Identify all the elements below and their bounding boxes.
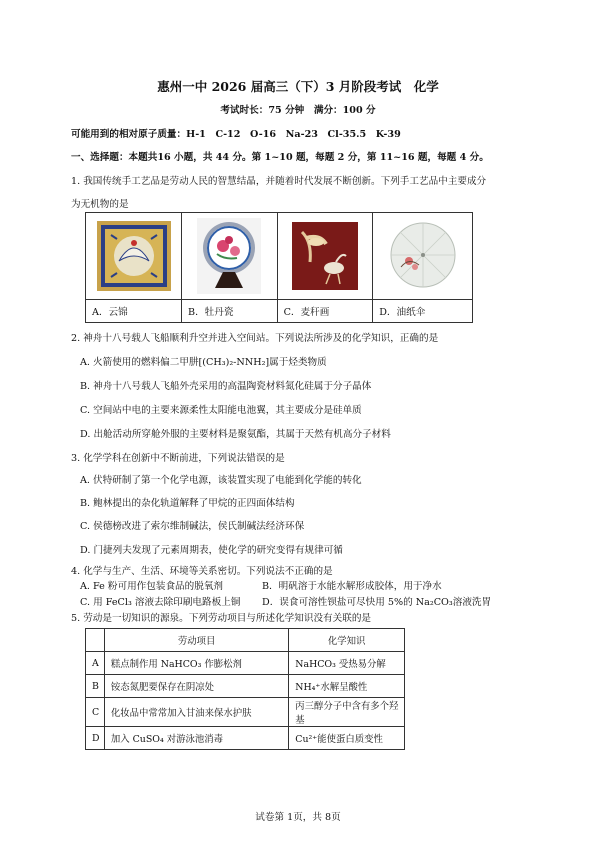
- q3-option-c: C. 侯德榜改进了索尔维制碱法，侯氏制碱法经济环保: [80, 521, 305, 532]
- section-heading: 一、选择题：本题共16 小题，共 44 分。第 1~10 题，每题 2 分，第 11~16 题，每题 4 分。: [71, 152, 489, 163]
- q4-option-b: B．明矾溶于水能水解形成胶体，用于净水: [262, 581, 442, 592]
- q5-row-item: 加入 CuSO₄ 对游泳池消毒: [104, 727, 288, 750]
- q3-option-b: B. 鲍林提出的杂化轨道解释了甲烷的正四面体结构: [80, 498, 295, 509]
- q2-stem: 2. 神舟十八号载人飞船顺利升空并进入空间站。下列说法所涉及的化学知识，正确的是: [71, 333, 439, 344]
- q2-option-d: D. 出舱活动所穿舱外服的主要材料是聚氨酯，其属于天然有机高分子材料: [80, 429, 391, 440]
- q4-option-a: A. Fe 粉可用作包装食品的脱氧剂: [80, 581, 224, 592]
- q1-stem-line1: 1. 我国传统手工艺品是劳动人民的智慧结晶，并随着时代发展不断创新。下列手工艺品中主要成分: [71, 176, 487, 187]
- peony-porcelain-image: [197, 218, 261, 294]
- q3-option-d: D. 门捷列夫发现了元素周期表，使化学的研究变得有规律可循: [80, 545, 343, 556]
- q5-row-item: 化妆品中常常加入甘油来保水护肤: [104, 698, 288, 727]
- q1-option-b: B．牡丹瓷: [182, 300, 278, 323]
- q4-stem: 4. 化学与生产、生活、环境等关系密切。下列说法不正确的是: [71, 566, 333, 577]
- q5-row-knowledge: NaHCO₃ 受热易分解: [289, 652, 405, 675]
- q5-row-knowledge: 丙三醇分子中含有多个羟基: [289, 698, 405, 727]
- q5-table: [85, 628, 405, 750]
- q5-stem: 5. 劳动是一切知识的源泉。下列劳动项目与所述化学知识没有关联的是: [71, 613, 372, 624]
- page-title: 惠州一中 2026 届高三（下）3 月阶段考试 化学: [157, 79, 439, 94]
- q4-option-d: D．误食可溶性钡盐可尽快用 5%的 Na₂CO₃溶液洗胃: [262, 597, 492, 608]
- q5-header-blank: [86, 629, 105, 652]
- table-row: [86, 698, 405, 727]
- q5-header-knowledge: 化学知识: [289, 629, 405, 652]
- q5-row-item: 铵态氮肥要保存在阴凉处: [104, 675, 288, 698]
- q4-option-c: C. 用 FeCl₃ 溶液去除印刷电路板上铜: [80, 597, 241, 608]
- brocade-crane-image: [97, 221, 171, 291]
- wheat-straw-painting-image: [292, 222, 358, 290]
- q5-row-letter: A: [86, 652, 105, 675]
- exam-info: 考试时长：75 分钟 满分：100 分: [220, 105, 376, 116]
- q5-row-letter: C: [86, 698, 105, 727]
- oil-paper-umbrella-image: [387, 221, 459, 291]
- q5-header-item: 劳动项目: [104, 629, 288, 652]
- q1-option-a: A．云锦: [86, 300, 182, 323]
- table-row: [86, 652, 405, 675]
- q1-image-cell-b: [182, 213, 278, 300]
- q5-row-letter: B: [86, 675, 105, 698]
- q5-row-item: 糕点制作用 NaHCO₃ 作膨松剂: [104, 652, 288, 675]
- atomic-masses: 可能用到的相对原子质量：H-1 C-12 O-16 Na-23 Cl-35.5 K-39: [71, 129, 401, 140]
- q1-image-cell-c: [277, 213, 373, 300]
- q2-option-a: A. 火箭使用的燃料偏二甲肼[(CH₃)₂-NNH₂]属于烃类物质: [80, 357, 327, 368]
- q1-image-cell-a: [86, 213, 182, 300]
- q3-stem: 3. 化学学科在创新中不断前进，下列说法错误的是: [71, 453, 285, 464]
- q5-row-letter: D: [86, 727, 105, 750]
- q3-option-a: A. 伏特研制了第一个化学电源，该装置实现了电能到化学能的转化: [80, 475, 362, 486]
- q1-option-d: D．油纸伞: [373, 300, 473, 323]
- q5-row-knowledge: NH₄⁺水解呈酸性: [289, 675, 405, 698]
- q1-stem-line2: 为无机物的是: [71, 199, 129, 210]
- page-footer: 试卷第 1页，共 8页: [255, 812, 341, 823]
- q1-image-cell-d: [373, 213, 473, 300]
- table-row: [86, 727, 405, 750]
- q1-option-c: C．麦秆画: [277, 300, 373, 323]
- q1-options-table: [85, 212, 473, 323]
- q5-row-knowledge: Cu²⁺能使蛋白质变性: [289, 727, 405, 750]
- table-row: [86, 675, 405, 698]
- q2-option-b: B. 神舟十八号载人飞船外壳采用的高温陶瓷材料氮化硅属于分子晶体: [80, 381, 372, 392]
- q2-option-c: C. 空间站中电的主要来源柔性太阳能电池翼，其主要成分是硅单质: [80, 405, 362, 416]
